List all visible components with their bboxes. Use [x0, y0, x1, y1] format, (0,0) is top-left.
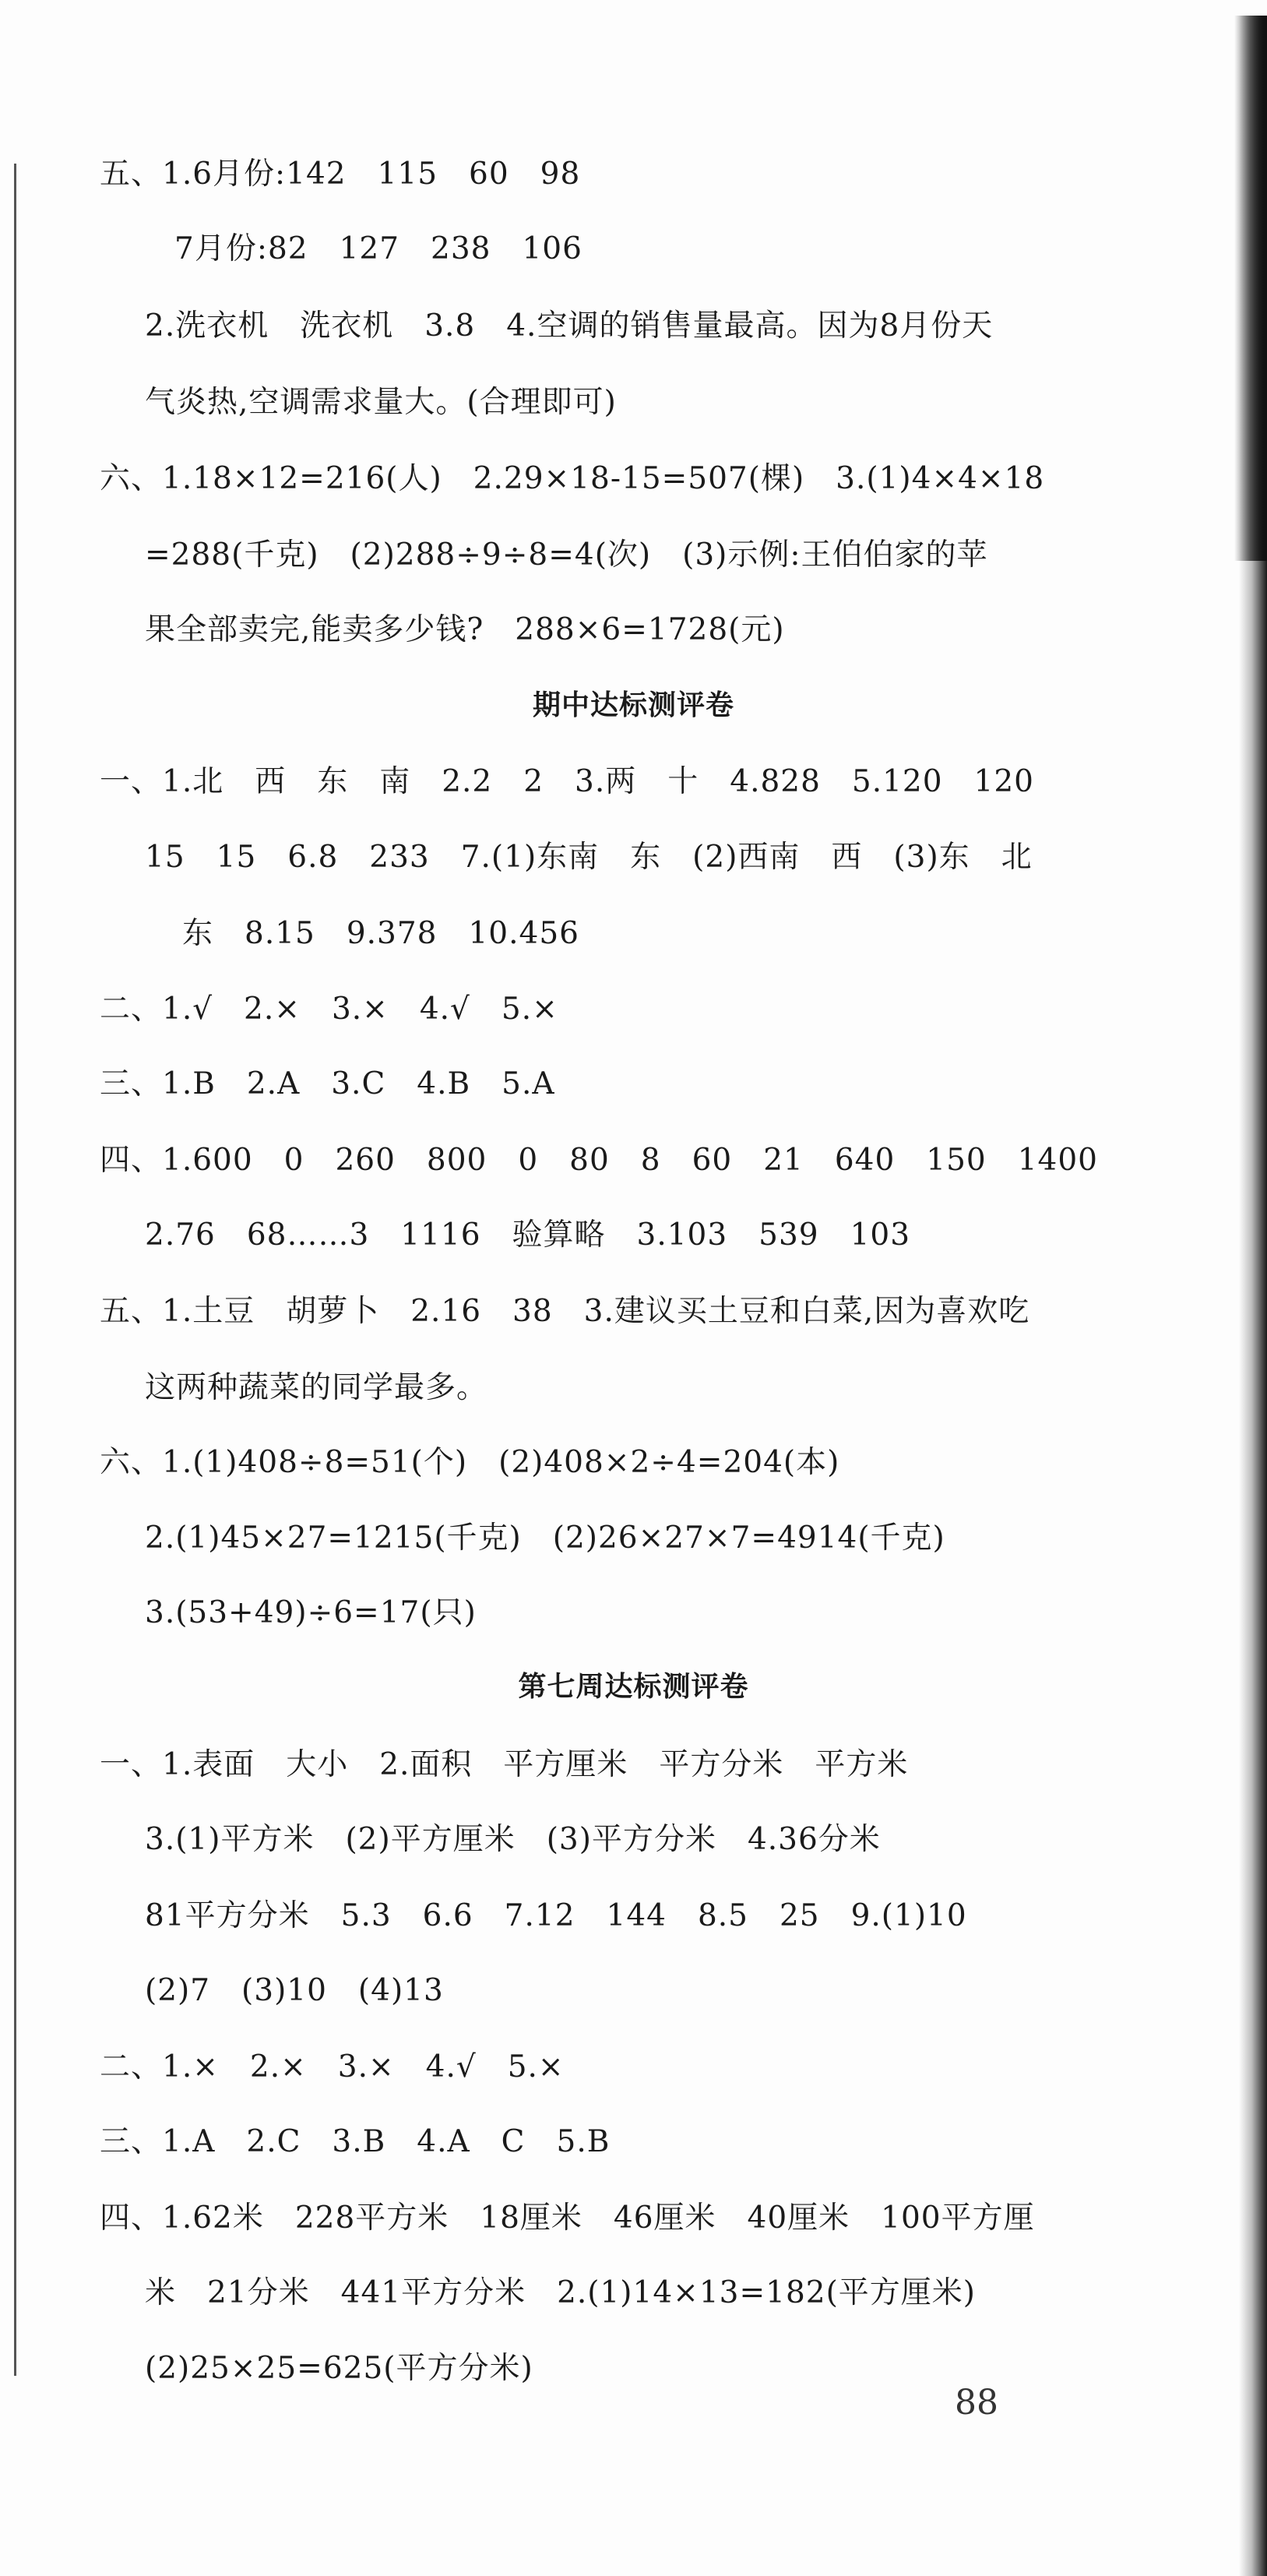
answer-line: 2.76 68……3 1116 验算略 3.103 539 103	[145, 1218, 911, 1253]
answer-line: 二、1.× 2.× 3.× 4.√ 5.×	[100, 2049, 565, 2084]
answer-line: 米 21分米 441平方分米 2.(1)14×13=182(平方厘米)	[145, 2275, 976, 2310]
answer-line: 7月份:82 127 238 106	[174, 231, 582, 266]
answer-line: (2)25×25=625(平方分米)	[145, 2351, 533, 2386]
answer-line: 15 15 6.8 233 7.(1)东南 东 (2)西南 西 (3)东 北	[145, 840, 1033, 875]
answer-line: 三、1.A 2.C 3.B 4.A C 5.B	[100, 2124, 611, 2159]
answer-line: 三、1.B 2.A 3.C 4.B 5.A	[100, 1066, 555, 1101]
left-margin-rule	[14, 164, 16, 2376]
section-title: 期中达标测评卷	[532, 689, 734, 721]
answer-line: 六、1.18×12=216(人) 2.29×18-15=507(棵) 3.(1)4×4×18	[100, 461, 1045, 496]
answer-line: (2)7 (3)10 (4)13	[145, 1973, 444, 2008]
answer-line: 东 8.15 9.378 10.456	[182, 916, 579, 951]
answer-line: 这两种蔬菜的同学最多。	[145, 1370, 488, 1405]
answer-line: 3.(53+49)÷6=17(只)	[145, 1595, 477, 1630]
answer-line: 四、1.62米 228平方米 18厘米 46厘米 40厘米 100平方厘	[100, 2201, 1035, 2236]
answer-line: 2.洗衣机 洗衣机 3.8 4.空调的销售量最高。因为8月份天	[145, 308, 994, 344]
answer-line: 一、1.北 西 东 南 2.2 2 3.两 十 4.828 5.120 120	[100, 764, 1034, 799]
answer-line: 81平方分米 5.3 6.6 7.12 144 8.5 25 9.(1)10	[145, 1898, 967, 1933]
page-number: 88	[955, 2383, 998, 2423]
answer-line: 2.(1)45×27=1215(千克) (2)26×27×7=4914(千克)	[145, 1521, 945, 1556]
answer-line: 五、1.6月份:142 115 60 98	[100, 157, 581, 192]
page-edge-dark	[1234, 16, 1267, 561]
answer-line: =288(千克) (2)288÷9÷8=4(次) (3)示例:王伯伯家的苹	[145, 537, 988, 573]
answer-line: 四、1.600 0 260 800 0 80 8 60 21 640 150 1400	[100, 1143, 1098, 1178]
answer-line: 六、1.(1)408÷8=51(个) (2)408×2÷4=204(本)	[100, 1445, 840, 1480]
answer-line: 3.(1)平方米 (2)平方厘米 (3)平方分米 4.36分米	[145, 1822, 881, 1857]
answer-line: 二、1.√ 2.× 3.× 4.√ 5.×	[100, 992, 558, 1027]
answer-line: 一、1.表面 大小 2.面积 平方厘米 平方分米 平方米	[100, 1747, 909, 1782]
section-title: 第七周达标测评卷	[518, 1671, 749, 1703]
answer-line: 五、1.土豆 胡萝卜 2.16 38 3.建议买土豆和白菜,因为喜欢吃	[100, 1294, 1030, 1329]
answer-line: 气炎热,空调需求量大。(合理即可)	[145, 385, 617, 420]
answer-line: 果全部卖完,能卖多少钱? 288×6=1728(元)	[145, 612, 785, 647]
